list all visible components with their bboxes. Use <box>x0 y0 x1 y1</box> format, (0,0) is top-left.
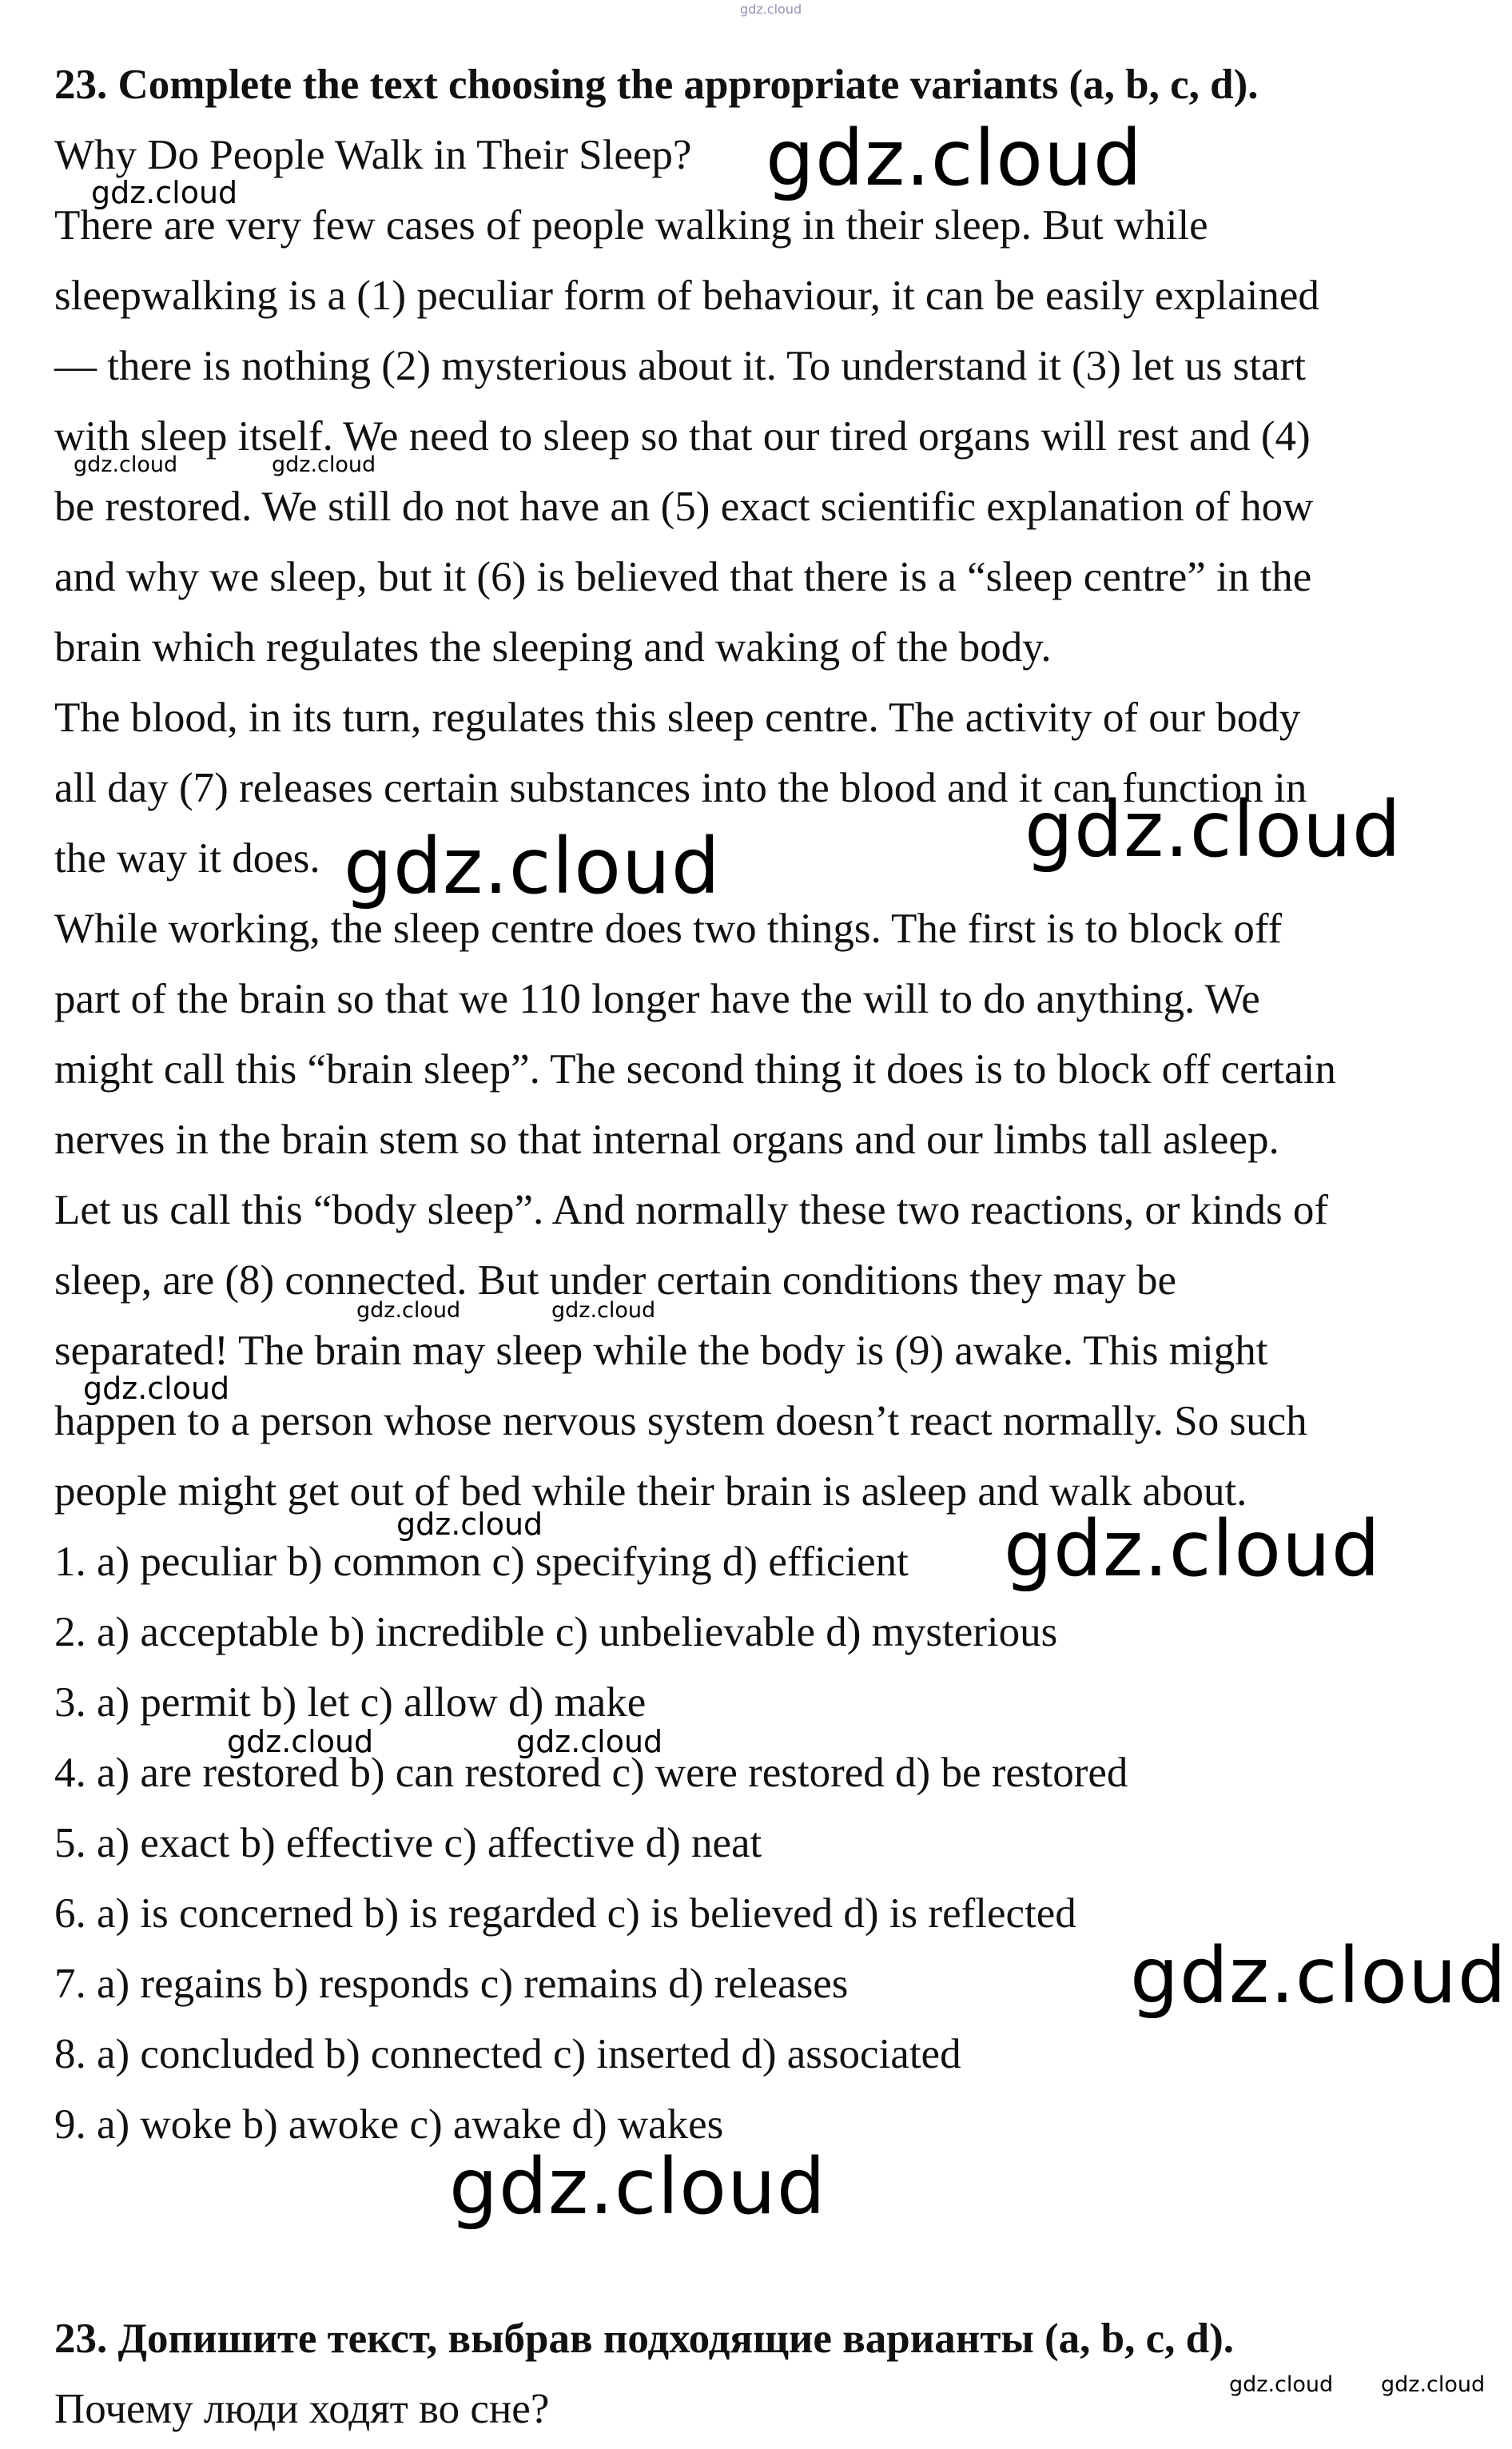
watermark-top: gdz.cloud <box>740 2 802 17</box>
option-line: 3. a) permit b) let c) allow d) make <box>54 1679 647 1726</box>
text-line: people might get out of bed while their brain is asleep and walk about. <box>54 1468 1247 1515</box>
watermark: gdz.cloud <box>1229 2372 1334 2397</box>
watermark: gdz.cloud <box>83 1371 230 1406</box>
text-line: and why we sleep, but it (6) is believed that there is a “sleep centre” in the <box>54 554 1312 600</box>
text-line: Let us call this “body sleep”. And normally these two reactions, or kinds of <box>54 1187 1329 1233</box>
watermark: gdz.cloud <box>551 1298 656 1323</box>
text-line: might call this “brain sleep”. The second thing it does is to block off certain <box>54 1046 1336 1093</box>
text-line: While working, the sleep centre does two things. The first is to block off <box>54 906 1283 952</box>
watermark: gdz.cloud <box>356 1298 461 1323</box>
watermark: gdz.cloud <box>91 175 238 210</box>
option-line: 7. a) regains b) responds c) remains d) releases <box>54 1961 849 2007</box>
option-line: 5. a) exact b) effective c) affective d) neat <box>54 1820 762 1866</box>
watermark: gdz.cloud <box>272 452 376 477</box>
text-line: There are very few cases of people walking in their sleep. But while <box>54 202 1208 249</box>
text-title-ru: Почему люди ходят во сне? <box>54 2386 550 2432</box>
text-line: be restored. We still do not have an (5) exact scientific explanation of how <box>54 484 1314 530</box>
watermark: gdz.cloud <box>766 113 1143 203</box>
text-line: all day (7) releases certain substances into the blood and it can function in <box>54 765 1307 811</box>
text-line: sleep, are (8) connected. But under certain conditions they may be <box>54 1257 1176 1304</box>
watermark: gdz.cloud <box>449 2142 826 2232</box>
option-line: 2. a) acceptable b) incredible c) unbelievable d) mysterious <box>54 1609 1058 1655</box>
text-line: with sleep itself. We need to sleep so that our tired organs will rest and (4) <box>54 413 1311 460</box>
text-title-en: Why Do People Walk in Their Sleep? <box>54 132 692 178</box>
watermark: gdz.cloud <box>396 1507 543 1542</box>
watermark: gdz.cloud <box>227 1724 374 1759</box>
watermark: gdz.cloud <box>1004 1504 1381 1594</box>
exercise-heading-ru: 23. Допишите текст, выбрав подходящие варианты (a, b, c, d). <box>54 2316 1235 2362</box>
option-line: 9. a) woke b) awoke c) awake d) wakes <box>54 2101 724 2148</box>
text-line: The blood, in its turn, regulates this sleep centre. The activity of our body <box>54 695 1301 741</box>
text-line: nerves in the brain stem so that internal organs and our limbs tall asleep. <box>54 1117 1279 1163</box>
watermark: gdz.cloud <box>516 1724 663 1759</box>
text-line: separated! The brain may sleep while the body is (9) awake. This might <box>54 1328 1268 1374</box>
option-line: 8. a) concluded b) connected c) inserted d) associated <box>54 2031 961 2077</box>
text-line: happen to a person whose nervous system doesn’t react normally. So such <box>54 1398 1307 1444</box>
exercise-heading-en: 23. Complete the text choosing the appropriate variants (a, b, c, d). <box>54 62 1259 108</box>
watermark: gdz.cloud <box>74 452 178 477</box>
watermark: gdz.cloud <box>344 822 721 911</box>
option-line: 1. a) peculiar b) common c) specifying d) efficient <box>54 1539 909 1585</box>
option-line: 4. a) are restored b) can restored c) were restored d) be restored <box>54 1750 1128 1796</box>
option-line: 6. a) is concerned b) is regarded c) is believed d) is reflected <box>54 1890 1076 1937</box>
text-line: sleepwalking is a (1) peculiar form of behaviour, it can be easily explained <box>54 273 1319 319</box>
watermark: gdz.cloud <box>1381 2372 1486 2397</box>
watermark: gdz.cloud <box>1025 785 1402 874</box>
text-line: the way it does. <box>54 835 320 882</box>
text-line: — there is nothing (2) mysterious about it. To understand it (3) let us start <box>54 343 1306 389</box>
text-line: brain which regulates the sleeping and waking of the body. <box>54 624 1052 671</box>
watermark: gdz.cloud <box>1130 1931 1507 2021</box>
text-line: part of the brain so that we 110 longer have the will to do anything. We <box>54 976 1260 1022</box>
